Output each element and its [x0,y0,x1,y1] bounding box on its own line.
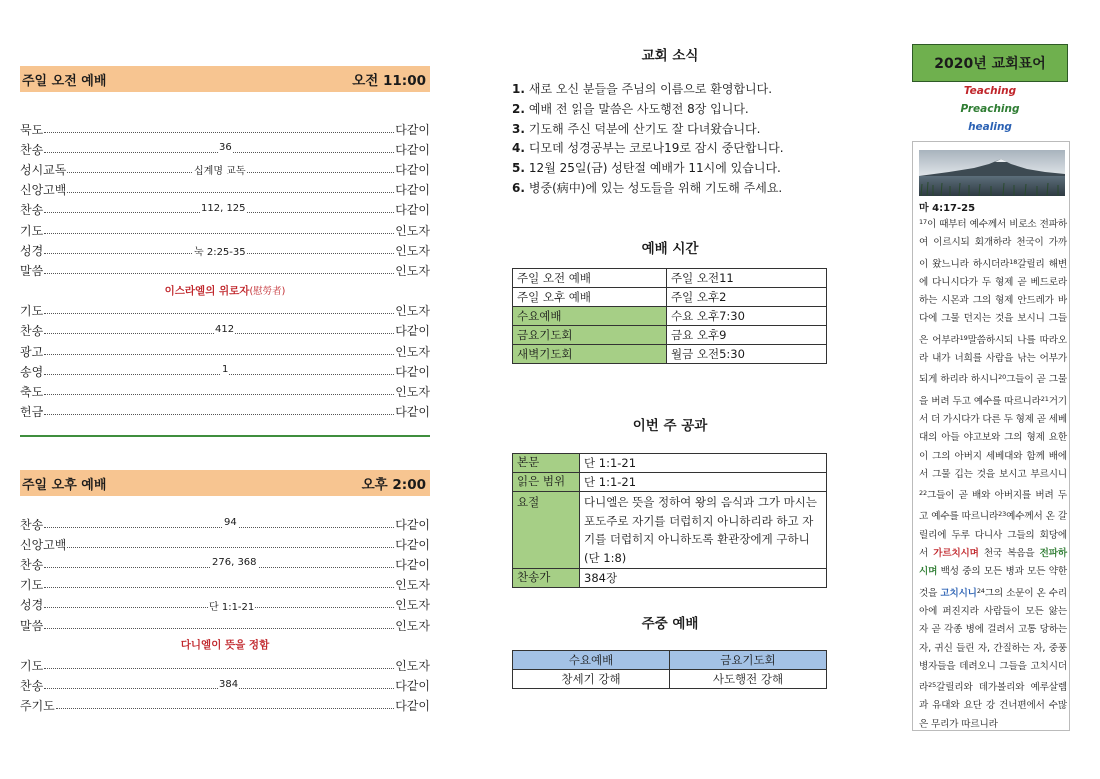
weekday-value-wed: 창세기 강해 [513,670,670,689]
section-divider [20,435,430,437]
lesson-table [512,453,827,588]
afternoon-service-title: 주일 오후 예배 [22,477,107,493]
news-number: 1. [512,82,525,96]
dotted-leader [44,587,394,588]
order-item-leader: 다같이 [395,324,430,339]
order-item-leader: 다같이 [395,557,430,572]
order-item-name: 기도 [20,658,44,673]
verse-24: 그의 소문이 온 수리아에 퍼진지라 사람들이 모든 앓는 자 곧 각종 병에 걸려서 고통 당하는 자, 귀신 들린 자, 간질하는 자, 중풍병자들을 데려오니 그들을 고치시더라 [919,587,1067,694]
order-item-name: 성경 [20,243,44,258]
sermon-title [20,281,430,301]
table-row [513,492,827,569]
order-item-leader: 다같이 [395,162,430,177]
news-number: 4. [512,141,525,156]
dotted-leader [44,527,394,528]
table-row [513,454,827,473]
order-item-leader: 인도자 [395,263,430,278]
highlight-teaching: 가르치시며 [933,548,979,560]
order-item-leader: 다같이 [395,122,430,137]
news-text: 디모데 성경공부는 코로나19로 잠시 중단합니다. [528,141,784,156]
verse-number: 23 [998,510,1007,519]
motto-healing: healing [968,121,1012,133]
order-row [20,220,430,240]
order-item-detail: 412 [215,323,235,335]
weekday-title: 주중 예배 [641,616,699,632]
order-row [20,402,430,422]
order-row [20,200,430,220]
dotted-leader [44,374,394,375]
morning-service-header [20,66,430,92]
order-item-leader: 인도자 [395,344,430,359]
order-item-name: 찬송 [20,203,44,218]
order-row [20,119,430,139]
order-item-leader: 인도자 [395,598,430,613]
order-item-name: 광고 [20,344,44,359]
dotted-leader [44,354,394,355]
table-row [513,326,827,345]
order-item-leader: 다같이 [395,517,430,532]
news-number: 5. [512,161,525,176]
mountain-lake-illustration [919,150,1065,196]
order-item-name: 신앙고백 [20,537,67,552]
order-item-detail: 112, 125 [201,202,246,214]
lesson-title: 이번 주 공과 [632,418,708,434]
order-item-leader: 인도자 [395,243,430,258]
order-row [20,381,430,401]
service-times-table [512,268,827,364]
news-item [512,159,832,179]
motto-title: 2020년 교회표어 [934,56,1046,72]
order-item-leader: 다같이 [395,142,430,157]
news-item [512,179,832,199]
order-row [20,321,430,341]
order-item-leader: 다같이 [395,679,430,694]
dotted-leader [67,192,394,193]
order-item-name: 찬송 [20,679,44,694]
lesson-summary-label: 요절 [513,492,580,569]
order-item-name: 찬송 [20,142,44,157]
afternoon-service-time: 오후 2:00 [361,477,426,493]
order-item-name: 기도 [20,578,44,593]
order-row [20,159,430,179]
order-item-name: 찬송 [20,324,44,339]
order-row [20,655,430,675]
order-item-leader: 인도자 [395,578,430,593]
weekday-header-wed: 수요예배 [513,651,670,670]
table-row [513,269,827,288]
order-item-name: 성시교독 [20,162,67,177]
order-item-name: 송영 [20,364,44,379]
verse-number: 18 [1009,257,1018,266]
order-item-detail: 단 1:1-21 [208,598,255,613]
news-text: 새로 오신 분들을 주님의 이름으로 환영합니다. [528,82,773,96]
verse-19: 말씀하시되 나를 따라오라 내가 너희를 사람을 낚는 어부가 되게 하리라 하시니 [919,334,1067,386]
service-time: 금요 오후9 [667,326,827,345]
lesson-hymn-label: 찬송가 [513,569,580,588]
order-item-name: 말씀 [20,618,44,633]
service-time: 월금 오전5:30 [667,345,827,364]
dotted-leader [67,547,394,548]
order-item-leader: 다같이 [395,405,430,420]
lesson-summary-value: 다니엘은 뜻을 정하여 왕의 음식과 그가 마시는 포도주로 자기를 더럽히지 아니하리라 하고 자기를 더럽히지 아니하도록 환관장에게 구하니 (단 1:8) [580,492,827,569]
order-row [20,575,430,595]
order-item-name: 주기도 [20,699,55,714]
weekday-header-fri: 금요기도회 [670,651,827,670]
dotted-leader [44,394,394,395]
verse-number: 24 [976,586,985,595]
order-item-name: 기도 [20,304,44,319]
order-item-name: 말씀 [20,263,44,278]
dotted-leader [44,414,394,415]
service-times-title: 예배 시간 [641,241,699,257]
lesson-hymn-value: 384장 [580,569,827,588]
afternoon-service-header [20,470,430,496]
verse-reference: 마 4:17-25 [919,203,976,214]
service-name: 새벽기도회 [513,345,667,364]
table-row [513,670,827,689]
verse-number: 17 [919,218,927,226]
order-row [20,554,430,574]
order-item-leader: 다같이 [395,699,430,714]
order-item-name: 묵도 [20,122,44,137]
dotted-leader [44,233,394,234]
order-item-leader: 다같이 [395,364,430,379]
lesson-reading-value: 단 1:1-21 [580,473,827,492]
lesson-reading-label: 읽은 범위 [513,473,580,492]
news-text: 기도해 주신 덕분에 산기도 잘 다녀왔습니다. [528,121,761,136]
news-item [512,80,832,100]
order-item-name: 찬송 [20,557,44,572]
order-item-leader: 인도자 [395,385,430,400]
verse-20: 그들이 곧 그물을 버려 두고 예수를 따르니라 [919,374,1067,407]
order-row [20,301,430,321]
order-row [20,514,430,534]
order-item-detail: 276, 368 [212,557,257,569]
highlight-preaching: 전파하시며 [919,548,1067,578]
table-row [513,345,827,364]
order-row [20,361,430,381]
dotted-leader [44,132,394,133]
order-item-detail: 눅 2:25-35 [193,243,247,258]
order-item-detail: 384 [219,678,239,690]
table-row [513,288,827,307]
highlight-healing: 고치시니 [940,587,977,599]
sermon-title [20,635,430,655]
verse-23-b: 천국 복음을 [978,548,1040,560]
morning-service-title: 주일 오전 예배 [22,73,107,89]
sermon-title-hanja: (慰勞者) [249,285,286,297]
news-number: 3. [512,121,525,136]
lesson-text-value: 단 1:1-21 [580,454,827,473]
order-row [20,534,430,554]
sermon-title-text: 다니엘이 뜻을 정함 [180,639,270,652]
news-list [512,80,832,199]
table-row [513,569,827,588]
order-row [20,696,430,716]
dotted-leader [44,628,394,629]
order-item-detail: 94 [224,517,237,528]
order-item-leader: 인도자 [395,223,430,238]
service-name: 주일 오후 예배 [513,288,667,307]
table-row [513,473,827,492]
service-name: 수요예배 [513,307,667,326]
order-row [20,341,430,361]
verse-21: 거기서 더 가시다가 다른 두 형제 곧 세베대의 아들 야고보와 그의 형제 요한이 그의 아버지 세베대와 함께 배에서 그물 깁는 것을 보시고 부르시니 [919,395,1067,480]
dotted-leader [56,708,394,709]
news-number: 2. [512,101,525,116]
verse-number: 22 [919,489,927,498]
order-item-detail: 십계명 교독 [193,162,246,177]
order-item-leader: 다같이 [395,203,430,218]
order-row [20,180,430,200]
motto-preaching: Preaching [960,103,1020,115]
scripture-box [912,141,1070,731]
service-name: 주일 오전 예배 [513,269,667,288]
landscape-image [919,150,1065,196]
verse-22: 그들이 곧 배와 아버지를 버려 두고 예수를 따르니라 [919,490,1067,523]
order-item-leader: 인도자 [395,618,430,633]
dotted-leader [44,313,394,314]
afternoon-order-list [20,514,430,716]
order-row [20,240,430,260]
table-row [513,651,827,670]
order-row [20,139,430,159]
weekday-table [512,650,827,689]
order-row [20,615,430,635]
verse-23-c: 백성 중의 모든 병과 모든 약한 것을 [919,566,1067,599]
order-item-leader: 인도자 [395,658,430,673]
service-time: 주일 오후2 [667,288,827,307]
dotted-leader [44,273,394,274]
news-number: 6. [512,180,525,195]
news-text: 12월 25일(금) 성탄절 예배가 11시에 있습니다. [528,161,781,176]
verse-text [919,213,1067,734]
news-text: 예배 전 읽을 말씀은 사도행전 8장 입니다. [528,101,749,116]
order-item-detail: 36 [219,142,232,154]
order-item-detail: 1 [222,364,229,376]
service-time: 주일 오전11 [667,269,827,288]
news-text: 병중(病中)에 있는 성도들을 위해 기도해 주세요. [528,180,783,195]
verse-25: 갈릴리와 데가볼리와 예루살렘과 유대와 요단 강 건너편에서 수많은 무리가 따르니라 [919,682,1067,730]
table-row [513,307,827,326]
verse-number: 21 [1040,394,1049,403]
service-name: 금요기도회 [513,326,667,345]
order-item-leader: 인도자 [395,304,430,319]
order-item-name: 기도 [20,223,44,238]
news-item [512,100,832,120]
motto-box [912,44,1068,82]
order-row [20,260,430,280]
order-item-name: 신앙고백 [20,183,67,198]
verse-17: 이 때부터 예수께서 비로소 전파하여 이르시되 회개하라 천국이 가까이 왔느니라 하시더라 [919,219,1067,270]
weekday-value-fri: 사도행전 강해 [670,670,827,689]
verse-number: 20 [998,373,1007,382]
news-item [512,139,832,159]
order-row [20,676,430,696]
motto-teaching: Teaching [963,85,1017,97]
order-item-name: 찬송 [20,517,44,532]
order-item-name: 헌금 [20,405,44,420]
order-item-name: 축도 [20,385,44,400]
verse-number: 19 [959,333,968,342]
morning-order-list [20,119,430,422]
sermon-title-text: 이스라엘의 위로자 [164,284,250,297]
verse-18: 갈릴리 해변에 다니시다가 두 형제 곧 베드로라 하는 시몬과 그의 형제 안드레가 바다에 그물 던지는 것을 보시니 그들은 어부라 [919,258,1067,346]
news-item [512,120,832,140]
order-item-name: 성경 [20,598,44,613]
service-time: 수요 오후7:30 [667,307,827,326]
order-item-leader: 다같이 [395,183,430,198]
news-title: 교회 소식 [641,48,699,64]
lesson-text-label: 본문 [513,454,580,473]
verse-23-a: 예수께서 온 갈릴리에 두루 다니사 그들의 회당에서 [919,511,1067,560]
order-item-leader: 다같이 [395,537,430,552]
dotted-leader [44,668,394,669]
verse-number: 25 [928,681,937,690]
morning-service-time: 오전 11:00 [352,73,426,89]
order-row [20,595,430,615]
